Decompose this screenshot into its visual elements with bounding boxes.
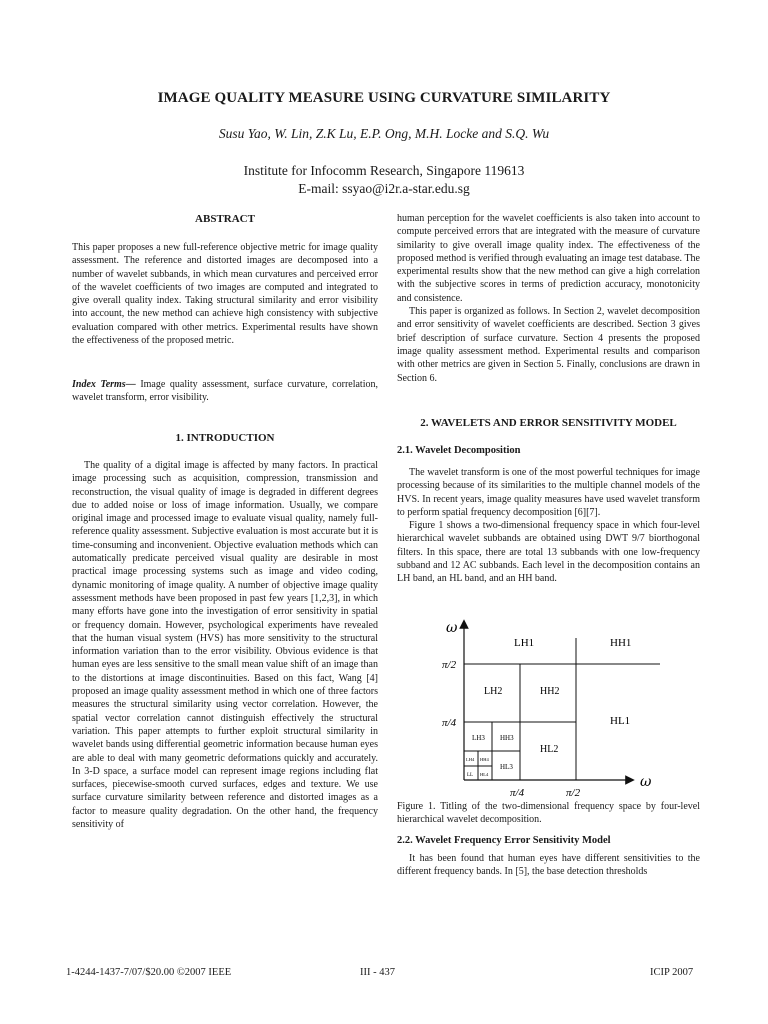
footer-page-number: III - 437 [360,967,395,978]
wavelet-paragraph-2: Figure 1 shows a two-dimensional frequency space in which four-level hierarchical wavelet subbands are obtained using DWT 9/7 biorthogonal filters. In this space, there are total 13 subbands with one low-frequency subband and 12 AC subbands. Each level in the decomposition contains an LH band, an HL band, and an HH band. [397,520,700,585]
wavelet-decomposition-section [397,466,700,586]
paper-title: IMAGE QUALITY MEASURE USING CURVATURE SIMILARITY [157,90,611,106]
band-lh1: LH1 [514,637,535,649]
band-hl2: HL2 [540,744,559,755]
index-terms [72,378,378,405]
index-terms-label: Index Terms— [72,379,136,390]
right-column-intro [397,212,700,385]
band-ll: LL [467,773,474,778]
band-hl4: HL4 [480,772,489,777]
sensitivity-section [397,852,700,879]
intro-heading: 1. INTRODUCTION [175,432,275,444]
x-axis-label: ω [640,774,652,790]
index-terms-text: Image quality assessment, surface curvature, correlation, wavelet transform, error visibility. [72,379,378,404]
section2-heading: 2. WAVELETS AND ERROR SENSITIVITY MODEL [420,417,677,429]
band-hl3: HL3 [500,763,513,771]
band-lh2: LH2 [484,686,503,697]
y-axis-label: ω [446,620,458,636]
paper-authors: Susu Yao, W. Lin, Z.K Lu, E.P. Ong, M.H. Locke and S.Q. Wu [218,126,550,141]
figure-1 [420,614,682,800]
band-lh4: LH4 [466,757,475,762]
band-hh2: HH2 [540,686,560,697]
band-hh4: HH4 [480,757,489,762]
band-lh3: LH3 [472,734,485,742]
abstract-text: This paper proposes a new full-reference objective metric for image quality assessment. The reference and distorted images are decomposed into a number of wavelet subbands, in which mean curvatures and perceived error of the wavelet coefficients of two images are computed and integrated to give overall quality index. Taking structural similarity and error visibility into account, the new method can achieve high consistency with subjective evaluation compared with other metrics. Experimental results have shown the effectiveness of the proposed metric. [72,242,378,347]
subsection-2-2-heading: 2.2. Wavelet Frequency Error Sensitivity Model [397,835,611,846]
x-tick-pi2: π/2 [566,787,581,799]
band-hl1: HL1 [610,715,631,727]
x-tick-pi4: π/4 [510,787,525,799]
intro-continued: human perception for the wavelet coefficients is also taken into account to compute perceived errors that are integrated with the measure of curvature similarity to give overall image quality index. The effectiveness of the proposed method is verified through evaluating an image test database. The experimental results show that the new method can give a high correlation with the subjective scores in terms of prediction accuracy, monotonicity and consistence. [397,213,700,304]
abstract-heading: ABSTRACT [195,213,255,225]
intro-text: The quality of a digital image is affected by many factors. In practical image processing such as acquisition, compression, transmission and reconstruction, the visual quality of image is degraded in different degrees due to added noise or loss of image information. Usually, we compare original image and processed image to evaluate visual quality, namely full-reference quality assessment. Subjective evaluation is most accurate but it is time-consuming and inconvenient. Objective evaluation methods which can automatically predicate perceived visual quality are desirable in most practical image processing systems such as image and video coding, dynamic monitoring of image quality. A number of objective image quality assessment methods have been proposed in past few years [1,2,3], in which many efforts have gone into the investigation of error sensitivity in spatial or frequency domain. However, psychological experiments have revealed that the human visual system (HVS) has more sensitivity to the structural information variation than to the error visibility. Obvious evidence is that human eyes are less sensitive to the small mean value shift of an image than to the distortions at image discontinuities. Based on this fact, Wang [4] proposed an image quality assessment method in which one of three factors measures the structural similarity using vector correlation. However, the spatial vector correlation cannot distinguish effectively the structural variation. This paper attempts to further exploit structural similarity in wavelet bands using differential geometric information because human eyes are able to deal with many geometric deformations quickly and accurately. In 3-D space, a surface model can represent image regions including flat surfaces, piecewise-smooth curved surfaces, edges and texture. We use surface curvature similarity between reference and distorted images as a factor to measure quality degradation. On the other hand, the frequency sensitivity of [72,460,378,831]
band-hh1: HH1 [610,637,632,649]
institute: Institute for Infocomm Research, Singapore 119613 [243,163,525,178]
band-hh3: HH3 [500,734,514,742]
email: E-mail: ssyao@i2r.a-star.edu.sg [298,181,470,196]
wavelet-paragraph-1: The wavelet transform is one of the most powerful techniques for image processing because of its similarities to the multiple channel models of the HVS. In recent years, image quality measures have used wavelet transform to perform spatial frequency decomposition [6][7]. [397,467,700,518]
footer-conference: ICIP 2007 [650,967,694,978]
abstract-section [72,241,378,347]
y-tick-pi2: π/2 [442,659,457,671]
organization-paragraph: This paper is organized as follows. In Section 2, wavelet decomposition and error sensitivity of wavelet coefficients are described. Section 3 gives brief description of surface curvature. Section 4 presents the proposed image quality assessment method. Experimental results and comparison with other metrics are given in Section 5. Finally, conclusions are drawn in Section 6. [397,306,700,384]
figure-caption-block [397,800,700,827]
y-tick-pi4: π/4 [442,717,457,729]
subsection-2-1-heading: 2.1. Wavelet Decomposition [397,445,521,456]
sensitivity-paragraph: It has been found that human eyes have different sensitivities to the different frequency bands. In [5], the base detection thresholds [397,853,700,878]
intro-section [72,459,378,831]
footer-isbn: 1-4244-1437-7/07/$20.00 ©2007 IEEE [66,967,232,978]
wavelet-frequency-diagram [420,614,682,800]
figure-caption: Figure 1. Titling of the two-dimensional frequency space by four-level hierarchical wavelet decomposition. [397,801,700,826]
